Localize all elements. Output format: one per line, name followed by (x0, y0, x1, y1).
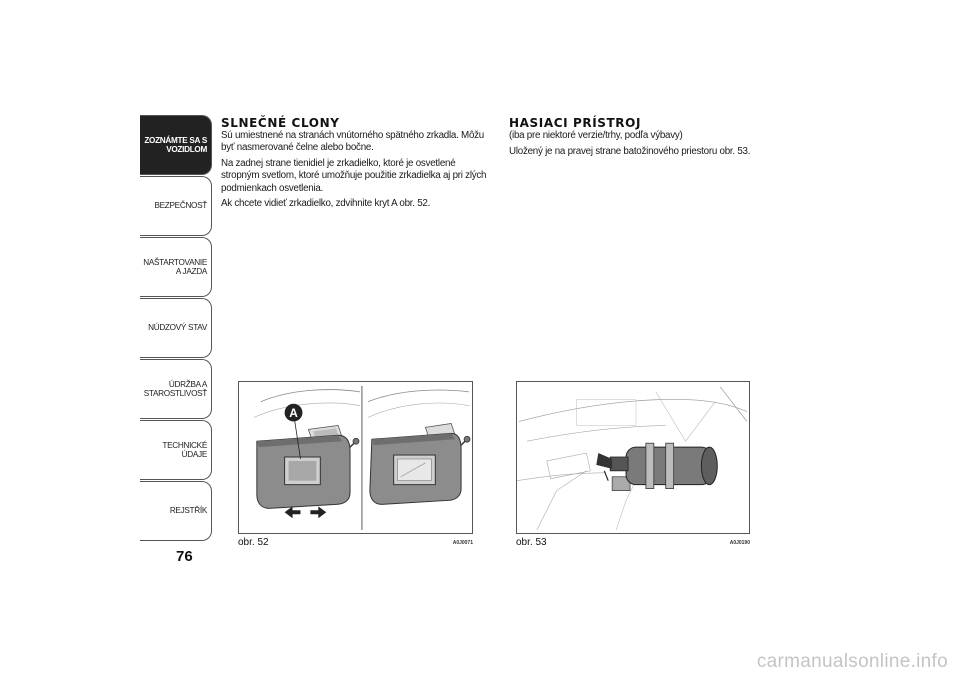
figure-caption (238, 535, 473, 548)
figure-caption (516, 535, 750, 548)
tab-udrzba-a-starostlivost[interactable] (140, 359, 212, 419)
sun-visor-illustration (238, 381, 473, 534)
tab-label: BEZPEČNOSŤ (154, 201, 207, 211)
tab-nastartovanie-a-jazda[interactable] (140, 237, 212, 297)
tab-label: NÚDZOVÝ STAV (148, 323, 207, 333)
page-number: 76 (176, 548, 193, 565)
fire-extinguisher-illustration (516, 381, 750, 534)
figure-52 (238, 381, 473, 547)
tab-label: TECHNICKÉ ÚDAJE (162, 440, 207, 459)
tab-nudzovy-stav[interactable] (140, 298, 212, 358)
tab-label: ZOZNÁMTE SA S VOZIDLOM (144, 135, 207, 154)
fire-extinguisher-drawing (517, 382, 749, 533)
tab-label: REJSTŘÍK (169, 506, 207, 516)
paragraph: Uložený je na pravej strane batožinového priestoru obr. 53. (509, 146, 751, 158)
tab-label: ÚDRŽBA A STAROSTLIVOSŤ (143, 379, 207, 398)
section-title: SLNEČNÉ CLONY (221, 116, 340, 130)
availability-note: (iba pre niektoré verzie/trhy, podľa výbavy) (509, 130, 683, 141)
figure-label: obr. 53 (516, 537, 547, 548)
chapter-tabs (140, 115, 212, 542)
paragraph: Sú umiestnené na stranách vnútorného spätného zrkadla. Môžu byť nasmerované čelne alebo bočne. (221, 130, 485, 154)
paragraph: Na zadnej strane tienidiel je zrkadielko, ktoré je osvetlené stropným svetlom, ktoré umožňuje použitie zrkadielka aj pri zlých podmienkach osvetlenia. (221, 157, 487, 194)
section-sun-visors (221, 116, 493, 213)
paragraph: Ak chcete vidieť zrkadielko, zdvihnite kryt A obr. 52. (221, 198, 431, 210)
callout-a-label: A (289, 406, 298, 421)
figure-code: A0J0190 (729, 540, 750, 546)
tab-technicke-udaje[interactable] (140, 420, 212, 480)
tab-bezpecnost[interactable] (140, 176, 212, 236)
section-title: HASIACI PRÍSTROJ (509, 116, 642, 130)
figure-code: A0J0071 (452, 540, 473, 546)
section-fire-extinguisher (509, 116, 781, 162)
watermark: carmanualsonline.info (756, 651, 948, 672)
figure-label: obr. 52 (238, 537, 269, 548)
sun-visor-drawing (239, 382, 472, 533)
figure-53 (516, 381, 750, 547)
tab-rejstrik[interactable] (140, 481, 212, 541)
tab-zoznamte-sa-s-vozidlom[interactable] (140, 115, 212, 175)
tab-label: NAŠTARTOVANIE A JAZDA (143, 257, 207, 276)
